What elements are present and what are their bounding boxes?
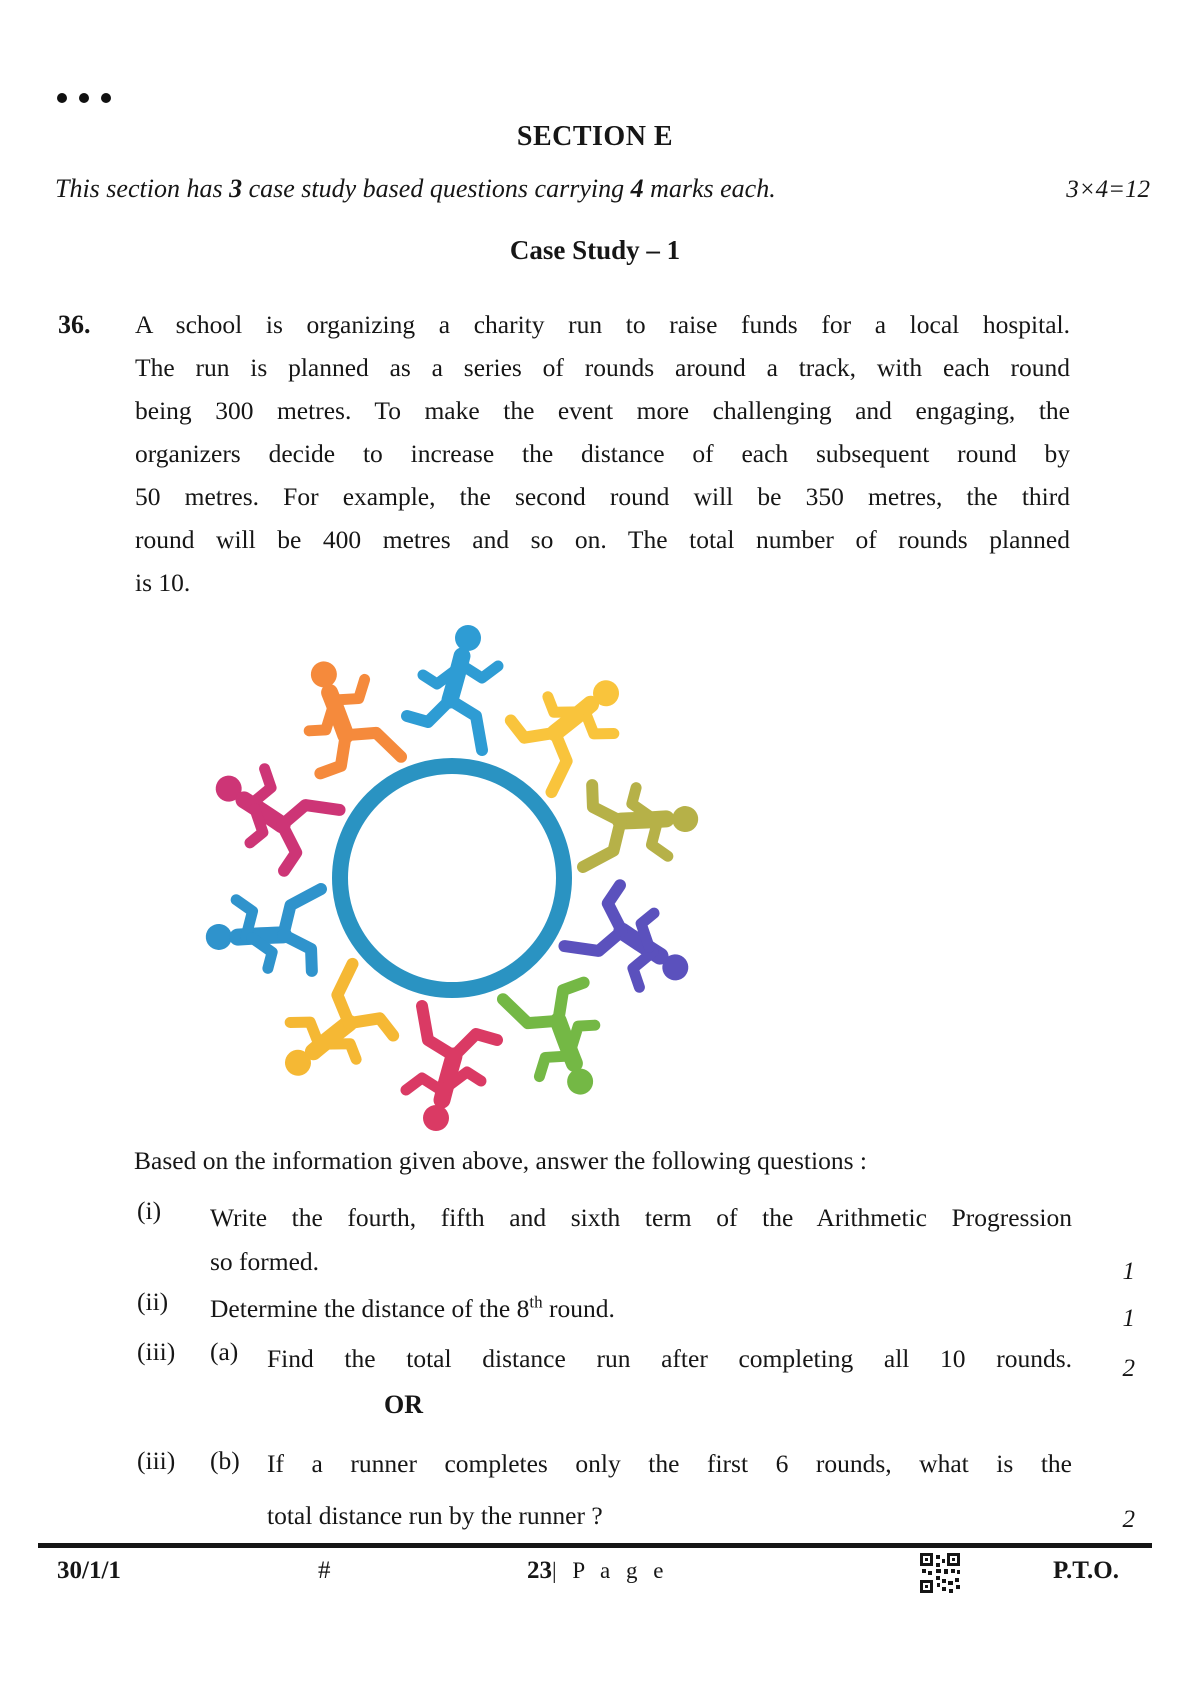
question-line: A school is organizing a charity run to raise funds for a local hospital. (135, 310, 1070, 339)
marker-dot (79, 93, 89, 103)
section-instruction-row (55, 174, 1150, 204)
footer (0, 1557, 1190, 1607)
or-separator: OR (384, 1390, 423, 1419)
subquestion-label: (iii) (137, 1446, 176, 1475)
subquestion-i (137, 1196, 1135, 1286)
question-line: 50 metres. For example, the second round will be 350 metres, the third (135, 482, 1070, 511)
subquestion-line: If a runner completes only the first 6 rounds, what is the (267, 1449, 1072, 1478)
question-36-text (135, 303, 1070, 604)
marks-value: 1 (1122, 1305, 1135, 1332)
section-title: SECTION E (516, 121, 674, 152)
subquestion-line: Find the total distance run after completing all 10 rounds. (267, 1344, 1072, 1373)
subquestion-text: Determine the distance of the 8th round. (210, 1292, 615, 1323)
case-study-title: Case Study – 1 (509, 235, 681, 265)
subquestion-text (210, 1196, 1072, 1284)
runner-silhouette (406, 1006, 497, 1131)
subquestion-text (267, 1337, 1072, 1381)
footer-rule (38, 1543, 1152, 1548)
total-marks: 3×4=12 (1066, 176, 1150, 203)
marks-value: 2 (1122, 1506, 1135, 1533)
marks-value: 1 (1122, 1258, 1135, 1285)
pto-label: P.T.O. (1053, 1557, 1119, 1584)
runners-circle-illustration (168, 562, 738, 1140)
marks-value: 2 (1122, 1355, 1135, 1382)
subquestion-label: (i) (137, 1196, 162, 1225)
section-instruction: This section has 3 case study based questions carrying 4 marks each. (55, 174, 776, 203)
question-line: round will be 400 metres and so on. The total number of rounds planned (135, 525, 1070, 554)
subquestions-intro: Based on the information given above, answer the following questions : (134, 1146, 867, 1175)
question-line: is 10. (135, 568, 191, 597)
subquestion-sublabel: (a) (210, 1337, 239, 1366)
subquestion-ii (137, 1287, 1135, 1333)
question-line: being 300 metres. To make the event more challenging and engaging, the (135, 396, 1070, 425)
subquestion-line: total distance run by the runner ? (267, 1501, 603, 1530)
question-number: 36. (58, 310, 91, 339)
subquestion-label: (ii) (137, 1287, 169, 1316)
paper-code: 30/1/1 (57, 1557, 121, 1584)
superscript: th (529, 1292, 543, 1312)
question-line: The run is planned as a series of rounds around a track, with each round (135, 353, 1070, 382)
qr-code (918, 1551, 962, 1595)
subquestion-sublabel: (b) (210, 1446, 240, 1475)
hash-separator: # (318, 1557, 331, 1584)
subquestion-iii-a (137, 1337, 1135, 1383)
subquestion-label: (iii) (137, 1337, 176, 1366)
runner-silhouette (560, 757, 707, 882)
runners-circle-svg (168, 562, 738, 1140)
subquestion-line: so formed. (210, 1247, 320, 1276)
subquestion-iii-b (137, 1438, 1135, 1546)
marker-dot (101, 93, 111, 103)
question-line: organizers decide to increase the distance of each subsequent round by (135, 439, 1070, 468)
subquestion-line: Write the fourth, fifth and sixth term of the Arithmetic Progression (210, 1203, 1072, 1232)
page-number: 23| P a g e (527, 1557, 669, 1584)
question-36 (58, 303, 1073, 604)
circle-ring (340, 766, 564, 990)
runner-silhouette (407, 625, 498, 750)
subquestion-text (267, 1438, 1072, 1542)
runner-silhouette (197, 874, 344, 999)
page-marker-dots (57, 93, 111, 103)
marker-dot (57, 93, 67, 103)
